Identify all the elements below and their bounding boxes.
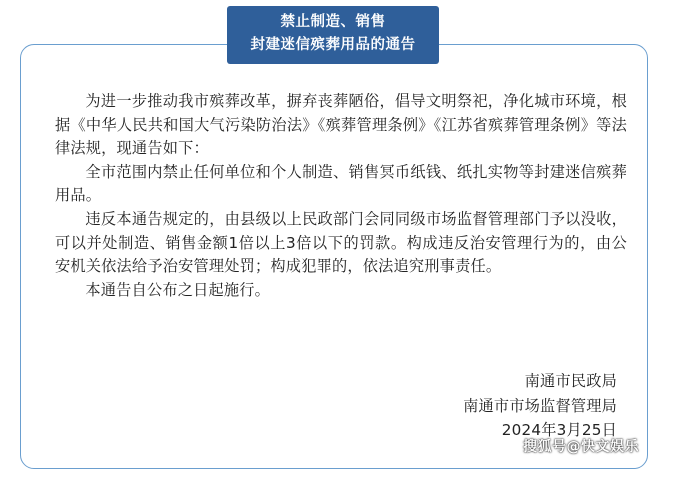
notice-title-banner [227,6,439,64]
notice-paragraph-penalty: 违反本通告规定的，由县级以上民政部门会同同级市场监督管理部门予以没收，可以并处制造、销售金额1倍以上3倍以下的罚款。构成违反治安管理行为的，由公安机关依法给予治安管理处罚；构成犯罪的，依法追究刑事责任。 [55,209,627,276]
notice-body [55,90,627,302]
notice-paragraph-intro: 为进一步推动我市殡葬改革，摒弃丧葬陋俗，倡导文明祭祀，净化城市环境，根据《中华人民共和国大气污染防治法》《殡葬管理条例》《江苏省殡葬管理条例》等法律法规，现通告如下： [55,92,627,158]
sohu-watermark: 搜狐号@快文娱乐 [523,439,639,455]
notice-title-line-2: 封建迷信殡葬用品的通告 [250,37,416,53]
notice-paragraph-effective: 本通告自公布之日起施行。 [85,280,271,299]
signature-market-supervision-bureau: 南通市市场监督管理局 [463,397,617,415]
notice-title-line-1: 禁止制造、销售 [280,14,386,30]
signature-date: 2024年3月25日 [501,421,617,439]
notice-paragraph-prohibition: 全市范围内禁止任何单位和个人制造、销售冥币纸钱、纸扎实物等封建迷信殡葬用品。 [55,162,627,205]
signature-civil-affairs-bureau: 南通市民政局 [524,372,617,390]
